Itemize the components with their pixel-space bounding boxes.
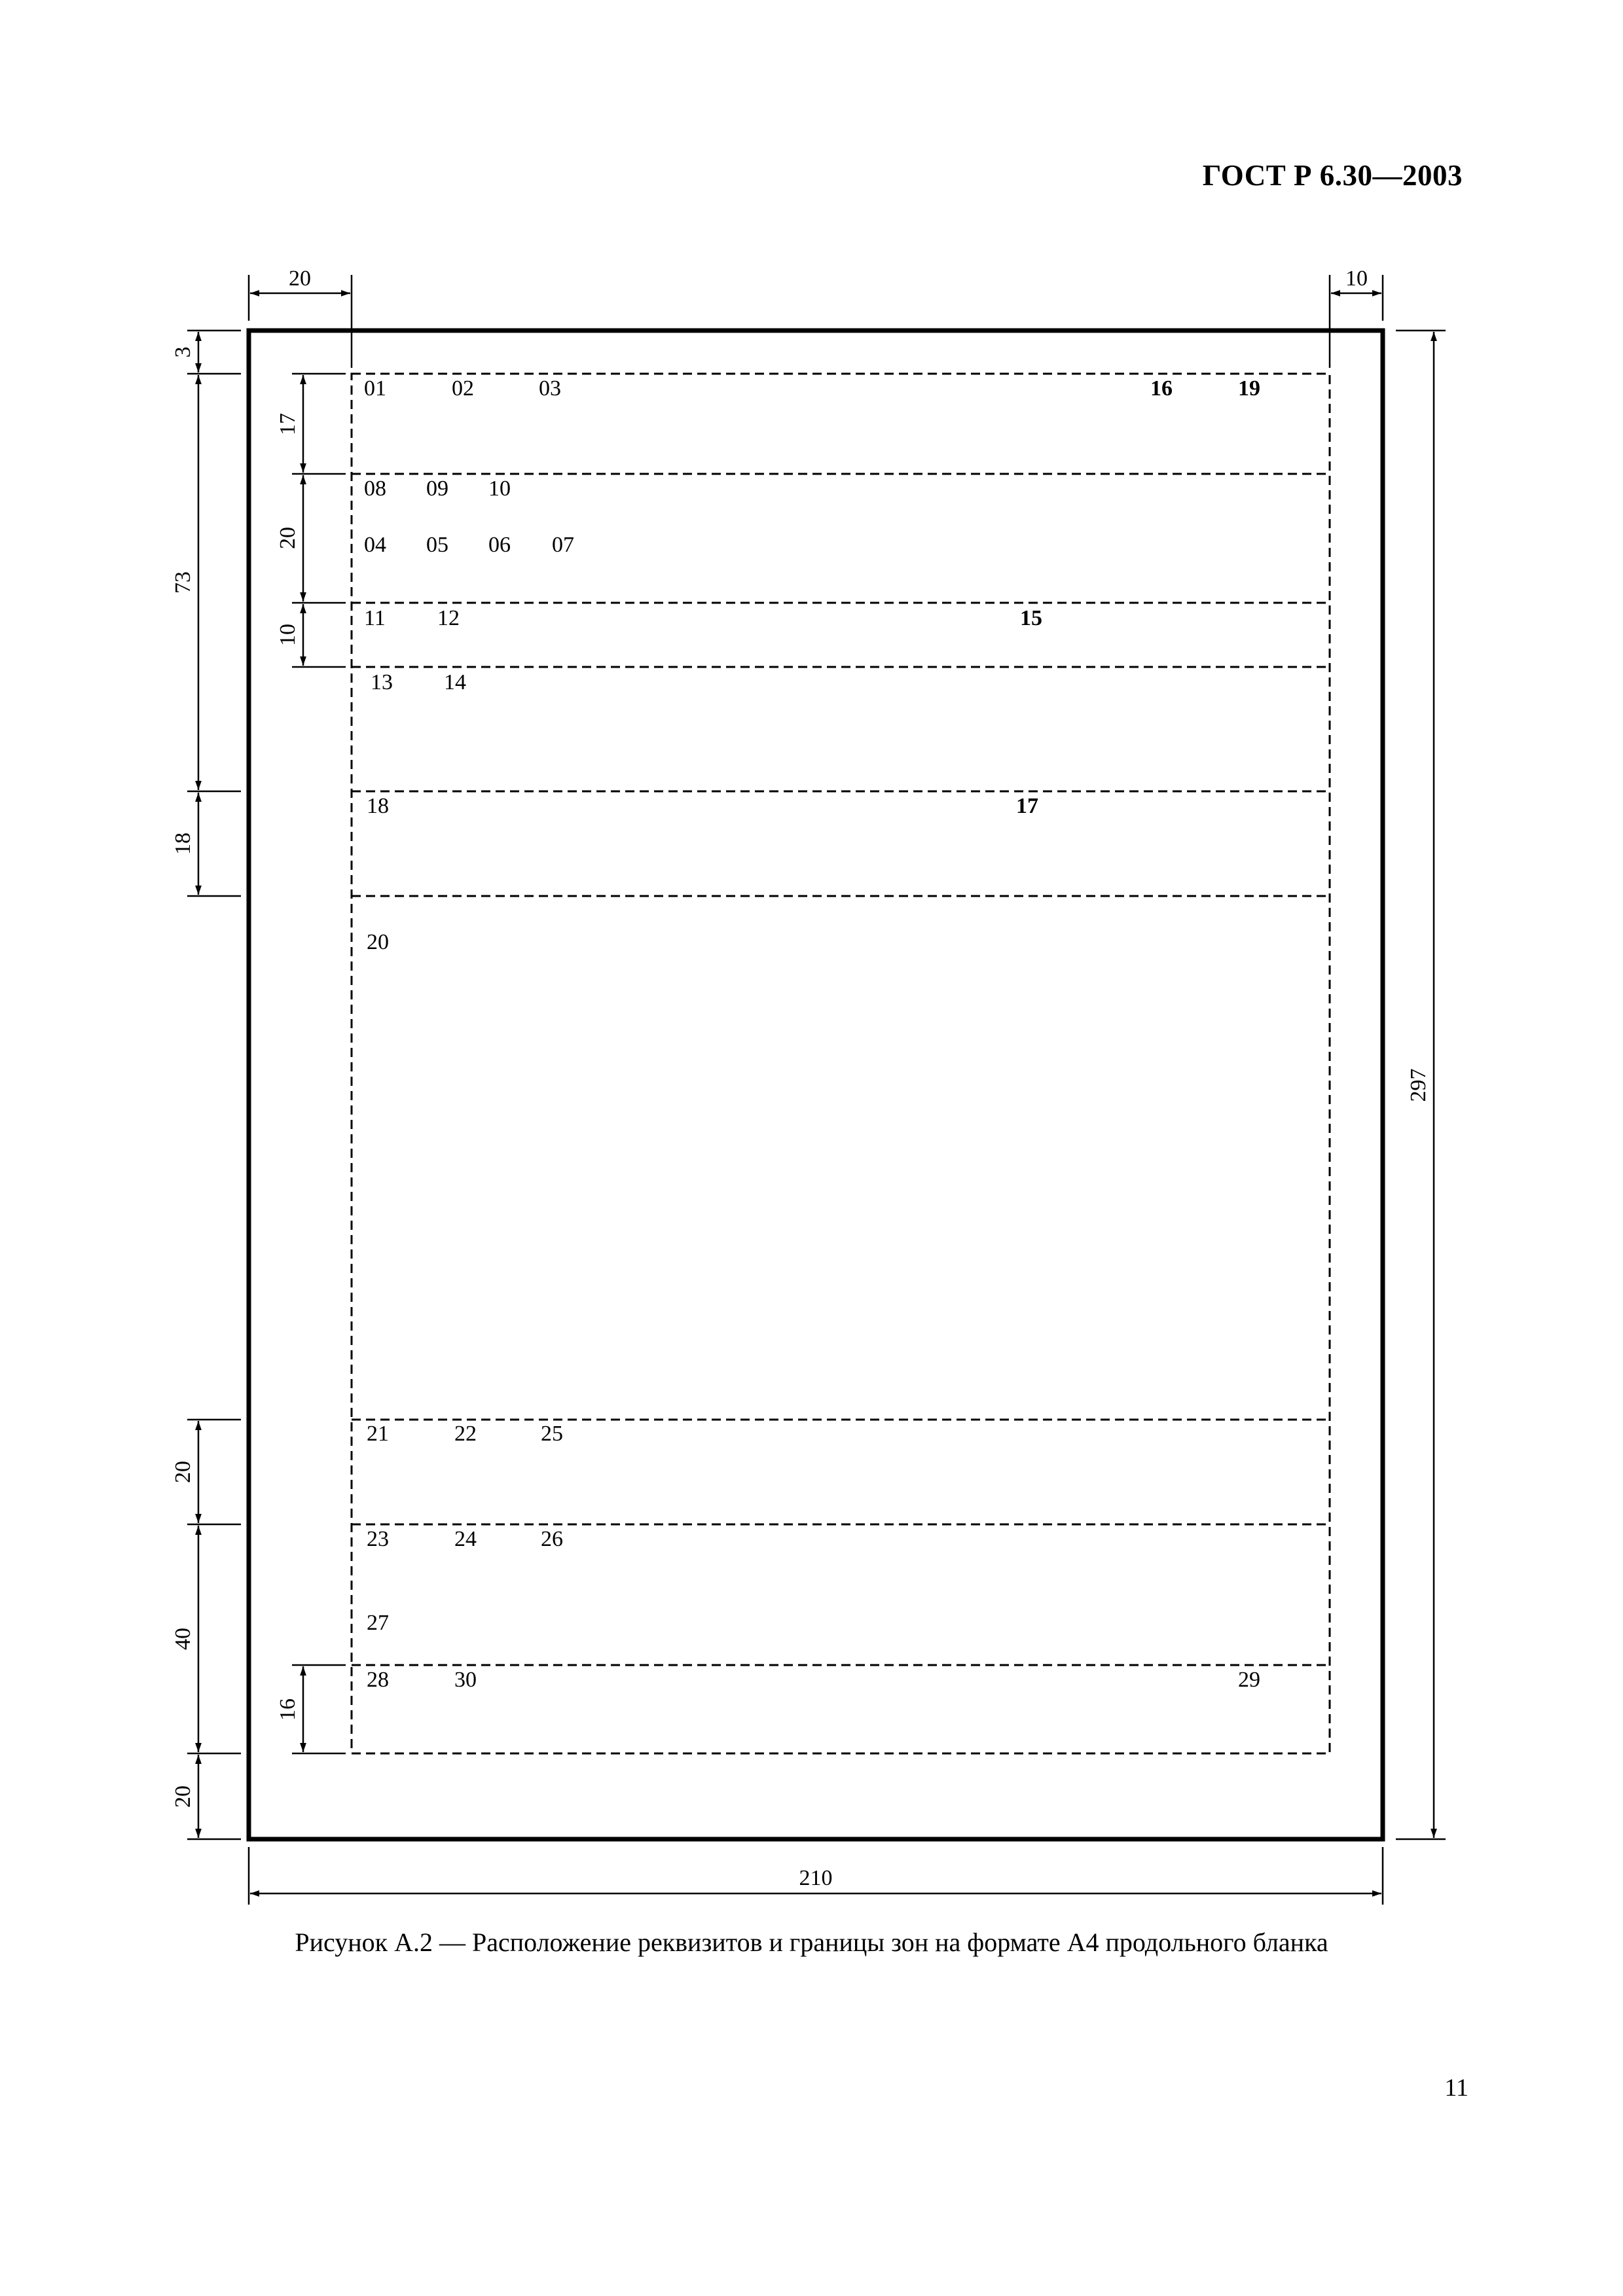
- zone-code: 16: [1150, 376, 1173, 401]
- zone-code: 22: [454, 1422, 477, 1446]
- zone-code: 19: [1238, 376, 1260, 401]
- label-outer-2: 73: [171, 571, 195, 594]
- zone-boundaries: [352, 374, 1330, 1753]
- zone-code: 07: [552, 533, 574, 557]
- zone-code: 24: [454, 1527, 477, 1551]
- label-inner-2: 20: [276, 527, 300, 549]
- zone-code: 23: [367, 1527, 389, 1551]
- zone-code: 02: [452, 376, 474, 401]
- label-outer-4: 20: [171, 1461, 195, 1483]
- extension-lines: [187, 275, 1446, 1905]
- zone-code: 06: [488, 533, 511, 557]
- label-inner-4: 16: [276, 1698, 300, 1721]
- label-inner-3: 10: [276, 624, 300, 646]
- zone-code: 11: [364, 606, 386, 630]
- zone-code: 18: [367, 794, 389, 818]
- label-right-margin: 10: [1345, 266, 1368, 291]
- zone-code: 26: [541, 1527, 563, 1551]
- figure-caption: Рисунок А.2 — Расположение реквизитов и границы зон на формате А4 продольного бланка: [295, 1928, 1328, 1957]
- standard-header: ГОСТ Р 6.30—2003: [1202, 159, 1463, 192]
- label-left-margin: 20: [289, 266, 311, 291]
- working-area: [352, 374, 1330, 1753]
- label-outer-6: 20: [171, 1785, 195, 1808]
- page-number: 11: [1444, 2074, 1468, 2102]
- zone-code: 13: [371, 670, 393, 694]
- zone-code: 20: [367, 930, 389, 954]
- zone-code: 03: [539, 376, 561, 401]
- zone-code: 12: [437, 606, 460, 630]
- zone-code: 10: [488, 476, 511, 501]
- zone-code: 21: [367, 1422, 389, 1446]
- page-border: [249, 331, 1383, 1839]
- label-outer-1: 3: [171, 346, 195, 358]
- label-outer-5: 40: [171, 1628, 195, 1650]
- zone-code: 14: [444, 670, 466, 694]
- zone-code: 01: [364, 376, 386, 401]
- label-page-width: 210: [799, 1866, 833, 1890]
- zone-code: 15: [1020, 606, 1042, 630]
- zone-code: 17: [1016, 794, 1038, 818]
- zone-code: 25: [541, 1422, 563, 1446]
- zone-code: 28: [367, 1668, 389, 1692]
- zone-code: 05: [426, 533, 448, 557]
- label-page-height: 297: [1406, 1068, 1431, 1102]
- label-inner-1: 17: [276, 413, 300, 435]
- zone-code: 30: [454, 1668, 477, 1692]
- zone-code: 29: [1238, 1668, 1260, 1692]
- zone-code: 04: [364, 533, 386, 557]
- zone-code: 09: [426, 476, 448, 501]
- label-outer-3: 18: [171, 833, 195, 855]
- zone-code: 27: [367, 1611, 389, 1635]
- zone-code: 08: [364, 476, 386, 501]
